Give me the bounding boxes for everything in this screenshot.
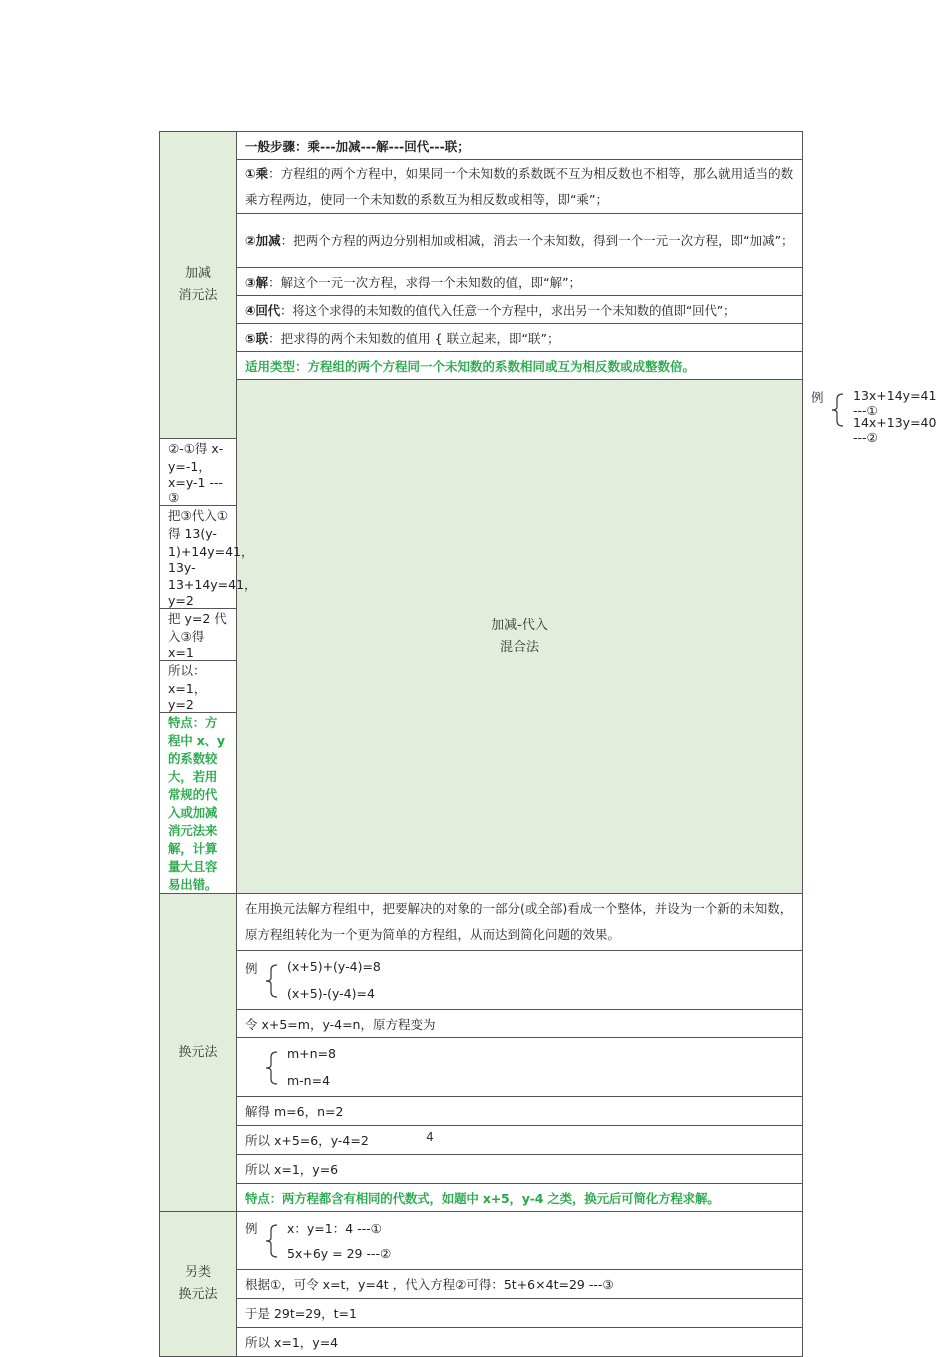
step-label: ②加减: [245, 232, 281, 248]
equation-1: 13x+14y=41 ---①: [853, 387, 936, 418]
example-block: [237, 1212, 803, 1270]
section-label-text: 加减-代入 混合法: [491, 617, 548, 655]
new-system-block: [237, 1038, 803, 1097]
step-text: ：把两个方程的两边分别相加或相减，消去一个未知数，得到一个一元一次方程，即“加减”；: [280, 232, 794, 248]
equation-1: (x+5)+(y-4)=8: [287, 958, 381, 974]
step-text: ：方程组的两个方程中，如果同一个未知数的系数既不互为相反数也不相等，那么就用适当的数乘方程两边，使同一个未知数的系数互为相反数或相等，即“乘”；: [245, 165, 794, 207]
example-label: 例: [245, 960, 258, 976]
step-3: [237, 268, 803, 296]
section-label-text: 另类 换元法: [178, 1265, 218, 1302]
brace-icon: [263, 1051, 283, 1085]
brace-icon: [829, 393, 849, 427]
example-label: 例: [811, 389, 824, 405]
brace-icon: [263, 964, 283, 998]
step-label: ③解: [245, 274, 269, 290]
methods-table: [159, 131, 936, 1357]
solution-line-4: 所以：x=1， y=2: [160, 661, 237, 713]
solution-line-1: ②-①得 x-y=-1，x=y-1 ---③: [160, 439, 237, 506]
equation-2: 14x+13y=40 ---②: [853, 414, 936, 445]
equation-2: 5x+6y = 29 ---②: [287, 1246, 392, 1261]
solution-line-3: 所以 x=1，y=4: [237, 1328, 803, 1357]
solution-line-1: 解得 m=6，n=2: [237, 1097, 803, 1126]
section-label-substitution: [160, 894, 237, 1212]
solution-line-2: 所以 x+5=6，y-4=2: [237, 1126, 803, 1155]
section-label-text: 加减 消元法: [178, 266, 218, 303]
step-5: [237, 324, 803, 352]
step-label: ⑤联: [245, 330, 269, 346]
applicable-type-note: 适用类型：方程组的两个方程同一个未知数的系数相同或互为相反数或成整数倍。: [237, 352, 803, 380]
feature-note: 特点：两方程都含有相同的代数式，如题中 x+5，y-4 之类，换元后可简化方程求解。: [237, 1184, 803, 1212]
step-text: ：将这个求得的未知数的值代入任意一个方程中，求出另一个未知数的值即“回代”；: [279, 302, 736, 318]
feature-note: 特点：方程中 x、y 的系数较大，若用常规的代入或加减消元法来解，计算量大且容易出错。: [160, 713, 237, 894]
solution-line-1: 根据①，可令 x=t，y=4t ，代入方程②可得：5t+6×4t=29 ---③: [237, 1270, 803, 1299]
equation-1: x：y=1：4 ---①: [287, 1221, 382, 1236]
solution-line-2: 于是 29t=29，t=1: [237, 1299, 803, 1328]
solution-line-2: 把③代入①得 13(y-1)+14y=41，13y-13+14y=41，y=2: [160, 506, 237, 609]
substitution-let: 令 x+5=m，y-4=n，原方程变为: [237, 1010, 803, 1038]
new-equation-1: m+n=8: [287, 1045, 336, 1061]
section-label-mixed: [237, 380, 803, 894]
step-4: [237, 296, 803, 324]
section-label-addsub: [160, 132, 237, 439]
equation-2: (x+5)-(y-4)=4: [287, 985, 375, 1001]
example-label: 例: [245, 1221, 258, 1236]
solution-line-3: 所以 x=1，y=6: [237, 1155, 803, 1184]
new-equation-2: m-n=4: [287, 1072, 331, 1088]
section-label-text: 换元法: [178, 1044, 218, 1060]
section-label-other-substitution: [160, 1212, 237, 1357]
steps-title: 一般步骤：乘---加减---解---回代---联；: [237, 132, 803, 160]
step-2: [237, 214, 803, 268]
brace-icon: [263, 1224, 283, 1258]
step-1: [237, 160, 803, 214]
step-label: ①乘: [245, 165, 269, 181]
step-text: ：解这个一元一次方程，求得一个未知数的值，即“解”；: [268, 274, 582, 290]
step-text: ：把求得的两个未知数的值用 { 联立起来，即“联”；: [268, 330, 560, 346]
substitution-intro: 在用换元法解方程组中，把要解决的对象的一部分(或全部)看成一个整体，并设为一个新的未知数，原方程组转化为一个更为简单的方程组，从而达到简化问题的效果。: [237, 894, 803, 951]
solution-line-3: 把 y=2 代入③得 x=1: [160, 609, 237, 661]
step-label: ④回代: [245, 302, 280, 318]
page-number: 4: [426, 1130, 434, 1144]
example-block: [237, 951, 803, 1010]
